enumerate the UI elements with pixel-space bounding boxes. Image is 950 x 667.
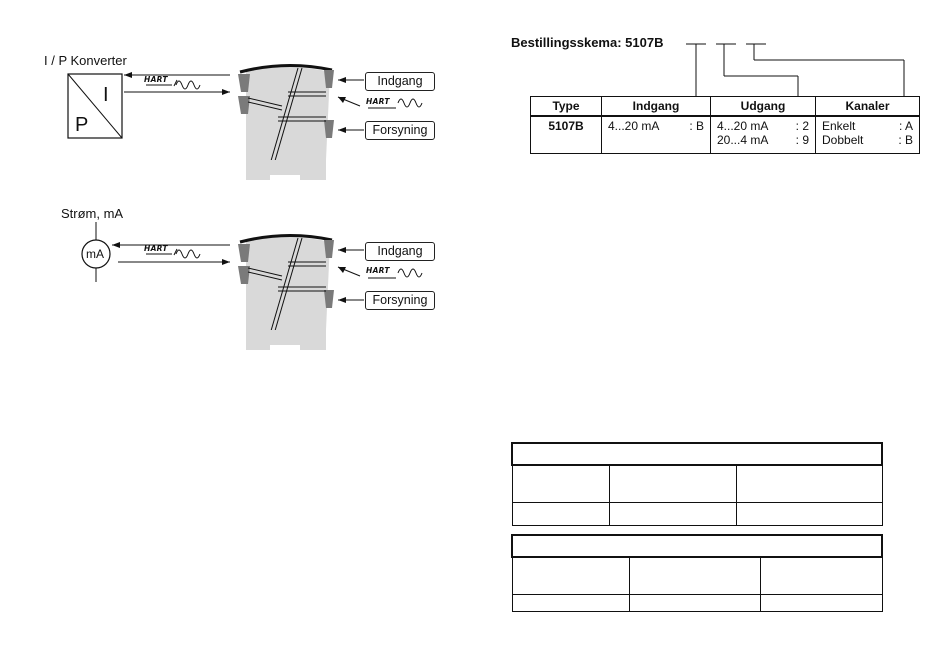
header-output: Udgang [711, 97, 816, 117]
order-header-row [531, 97, 920, 117]
output-code: : 9 [795, 133, 809, 147]
converter-label-i: I [103, 84, 109, 106]
order-data-row [531, 116, 920, 154]
diagram1-graphic [0, 0, 470, 190]
output-text: 4...20 mA [717, 119, 769, 133]
hart-label-right-1: HART [366, 97, 390, 106]
diagram2-title: Strøm, mA [61, 206, 124, 221]
input-code: : B [689, 119, 704, 133]
blank-cell [512, 465, 609, 503]
blank-cell [736, 503, 882, 526]
output-code: : 2 [795, 119, 809, 133]
output-cell [711, 116, 816, 154]
blank-cell [609, 465, 736, 503]
channel-code: : A [898, 119, 913, 133]
input-cell [602, 116, 711, 154]
input-label-1: Indgang [365, 72, 435, 91]
header-channels: Kanaler [816, 97, 920, 117]
blank-cell [629, 557, 760, 595]
blank-cell [760, 595, 882, 612]
blank-table-1-header [512, 443, 882, 465]
converter-label-p: P [75, 114, 89, 136]
blank-cell [512, 557, 629, 595]
hart-label-left-1: HART [144, 75, 168, 84]
channel-code: : B [898, 133, 913, 147]
input-text: 4...20 mA [608, 119, 660, 133]
channels-cell [816, 116, 920, 154]
channel-text: Dobbelt [822, 133, 864, 147]
device-module-2 [238, 235, 334, 350]
hart-label-left-2: HART [144, 244, 168, 253]
diagram1-title: I / P Konverter [44, 53, 127, 68]
hart-label-right-2: HART [366, 266, 390, 275]
device-module-1 [238, 65, 334, 180]
blank-cell [760, 557, 882, 595]
blank-cell [512, 595, 629, 612]
supply-label-1: Forsyning [365, 121, 435, 140]
diagram2-graphic [0, 220, 470, 355]
blank-cell [609, 503, 736, 526]
blank-cell [736, 465, 882, 503]
input-label-2: Indgang [365, 242, 435, 261]
order-connector-lines [680, 40, 920, 100]
order-table [530, 96, 920, 154]
output-text: 20...4 mA [717, 133, 769, 147]
header-type: Type [531, 97, 602, 117]
supply-label-2: Forsyning [365, 291, 435, 310]
type-value: 5107B [531, 116, 602, 154]
blank-table-2 [511, 534, 883, 612]
blank-table-1 [511, 442, 883, 526]
blank-cell [512, 503, 609, 526]
order-title: Bestillingsskema: 5107B [511, 35, 664, 50]
blank-cell [629, 595, 760, 612]
header-input: Indgang [602, 97, 711, 117]
meter-label: mA [86, 247, 104, 261]
blank-table-2-header [512, 535, 882, 557]
channel-text: Enkelt [822, 119, 856, 133]
